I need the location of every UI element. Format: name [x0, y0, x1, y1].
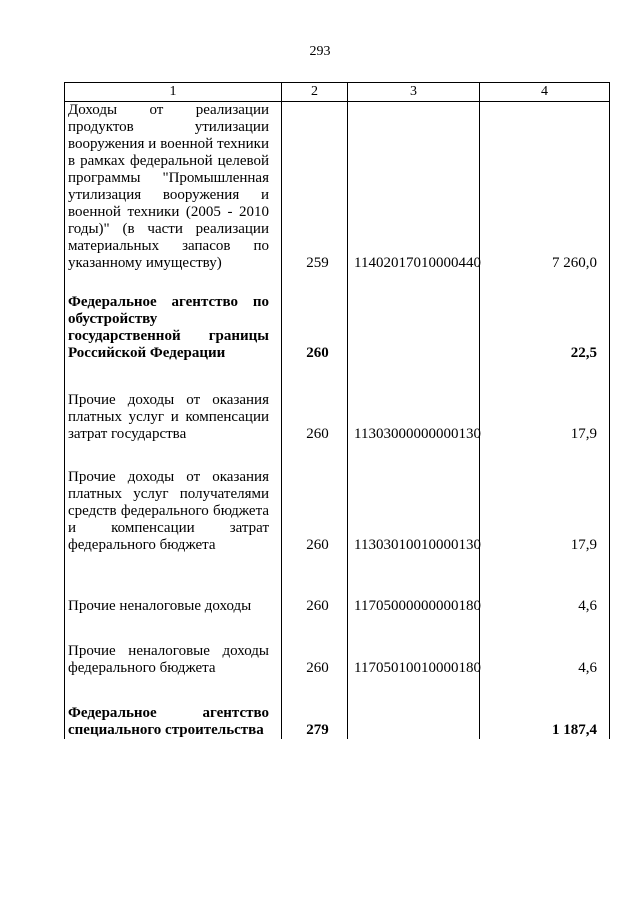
- row-amount: 7 260,0: [480, 102, 610, 273]
- row-classification-code: 11705010010000180: [348, 643, 480, 677]
- table-row: [65, 705, 610, 739]
- row-admin-code: 259: [282, 102, 348, 273]
- row-amount: 22,5: [480, 294, 610, 362]
- row-description: Прочие доходы от оказания платных услуг получателями средств федерального бюджета и компенсации затрат федерального бюджета: [65, 469, 282, 554]
- row-amount: 17,9: [480, 469, 610, 554]
- row-admin-code: 260: [282, 643, 348, 677]
- row-amount: 1 187,4: [480, 705, 610, 739]
- column-header-4: 4: [480, 83, 610, 102]
- table-row: [65, 294, 610, 362]
- row-classification-code: 11705000000000180: [348, 598, 480, 615]
- row-amount: 4,6: [480, 598, 610, 615]
- row-description: Федеральное агентство по обустройству государственной границы Российской Федерации: [65, 294, 282, 362]
- column-header-1: 1: [65, 83, 282, 102]
- column-header-2: 2: [282, 83, 348, 102]
- row-classification-code: 11402017010000440: [348, 102, 480, 273]
- row-classification-code: [348, 294, 480, 362]
- row-description: Прочие неналоговые доходы: [65, 598, 282, 615]
- table-header-row: [65, 83, 610, 102]
- row-classification-code: [348, 705, 480, 739]
- row-admin-code: 260: [282, 469, 348, 554]
- table-row: [65, 643, 610, 677]
- revenue-table: [64, 82, 610, 739]
- row-admin-code: 279: [282, 705, 348, 739]
- table-row: [65, 392, 610, 443]
- row-description: Доходы от реализации продуктов утилизации вооружения и военной техники в рамках федеральной целевой программы "Промышленная утилизация вооружения и военной техники (2005 - 2010 годы)" (в части реализации материальных запасов по указанному имуществу): [65, 102, 282, 273]
- row-amount: 4,6: [480, 643, 610, 677]
- row-description: Федеральное агентство специального строительства: [65, 705, 282, 739]
- column-header-3: 3: [348, 83, 480, 102]
- row-classification-code: 11303010010000130: [348, 469, 480, 554]
- row-amount: 17,9: [480, 392, 610, 443]
- row-admin-code: 260: [282, 598, 348, 615]
- row-classification-code: 11303000000000130: [348, 392, 480, 443]
- table-row: [65, 469, 610, 554]
- table-row: [65, 102, 610, 273]
- page-number: 293: [309, 44, 331, 59]
- row-description: Прочие доходы от оказания платных услуг и компенсации затрат государства: [65, 392, 282, 443]
- row-description: Прочие неналоговые доходы федерального бюджета: [65, 643, 282, 677]
- table-row: [65, 598, 610, 615]
- row-admin-code: 260: [282, 392, 348, 443]
- row-admin-code: 260: [282, 294, 348, 362]
